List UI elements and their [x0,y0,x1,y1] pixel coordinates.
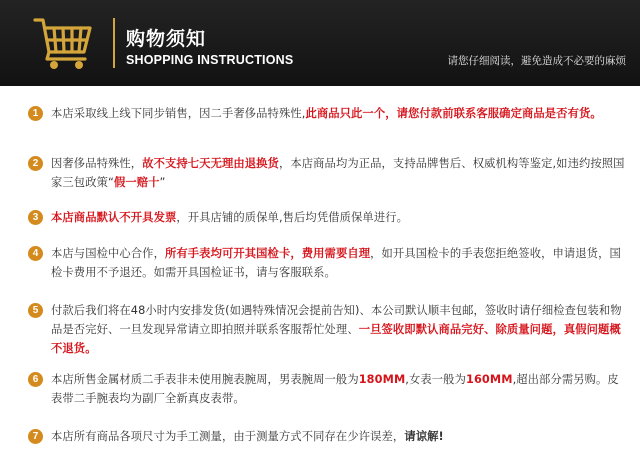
header-banner [0,0,640,86]
instruction-text [51,208,629,227]
number-badge: 1 [28,106,43,121]
highlight-segment: 假一赔十 [113,176,160,189]
highlight-segment: 本店商品默认不开具发票 [51,211,177,224]
highlight-segment: 所有手表均可开其国检卡，费用需要自理 [164,247,371,260]
header-tagline: 请您仔细阅读，避免造成不必要的麻烦 [447,55,626,67]
number-badge: 6 [28,372,43,387]
instruction-text [51,104,629,123]
text-segment: 本店所售金属材质二手表非未使用腕表腕周，男表腕周一般为 [51,373,359,386]
number-badge: 3 [28,210,43,225]
number-badge: 5 [28,303,43,318]
number-badge: 7 [28,429,43,444]
text-segment: ,女表一般为 [405,373,466,386]
instruction-text [51,154,629,192]
highlight-segment: 一旦签收即默认商品完好、除质量问题，真假问题概不退货。 [51,323,621,355]
text-segment: ,超出部分需另购。皮表带二手腕表均为副厂全新真皮表带。 [51,373,619,405]
instruction-text [51,370,629,408]
shopping-cart-icon [32,14,94,72]
instruction-text [51,427,629,446]
text-segment: ，开具店铺的质保单,售后均凭借质保单进行。 [176,211,409,224]
text-segment: 付款后我们将在48小时内安排发货(如遇特殊情况会提前告知)、本公司默认顺丰包邮，签收时请仔细检查包装和物品是否完好、一旦发现异常请立即拍照并联系客服帮忙处理、 [51,304,622,336]
number-badge: 2 [28,156,43,171]
highlight-segment: 180MM [358,373,406,386]
text-segment: ” [159,176,166,189]
text-segment: ，如开具国检卡的手表您拒绝签收，申请退货，国检卡费用不予退还。如需开具国检证书，请与客服联系。 [51,247,621,279]
page-subtitle: SHOPPING INSTRUCTIONS [126,53,294,67]
instruction-text [51,244,629,282]
text-segment: 本店采取线上线下同步销售，因二手奢侈品特殊性, [51,107,306,120]
highlight-segment: 160MM [465,373,513,386]
text-segment: ，本店商品均为正品，支持品牌售后、权威机构等鉴定,如违约按照国家三包政策“ [51,157,625,189]
header-divider [113,18,115,68]
text-segment: 本店与国检中心合作， [51,247,165,260]
highlight-segment: 此商品只此一个，请您付款前联系客服确定商品是否有货。 [305,107,602,120]
number-badge: 4 [28,246,43,261]
highlight-segment: 故不支持七天无理由退换货 [142,157,279,170]
instruction-text [51,301,629,358]
emphasis-segment: 请谅解! [404,430,444,443]
text-segment: 本店所有商品各项尺寸为手工测量，由于测量方式不同存在少许误差， [51,430,405,443]
text-segment: 因奢侈品特殊性， [51,157,143,170]
page-title: 购物须知 [126,28,207,50]
